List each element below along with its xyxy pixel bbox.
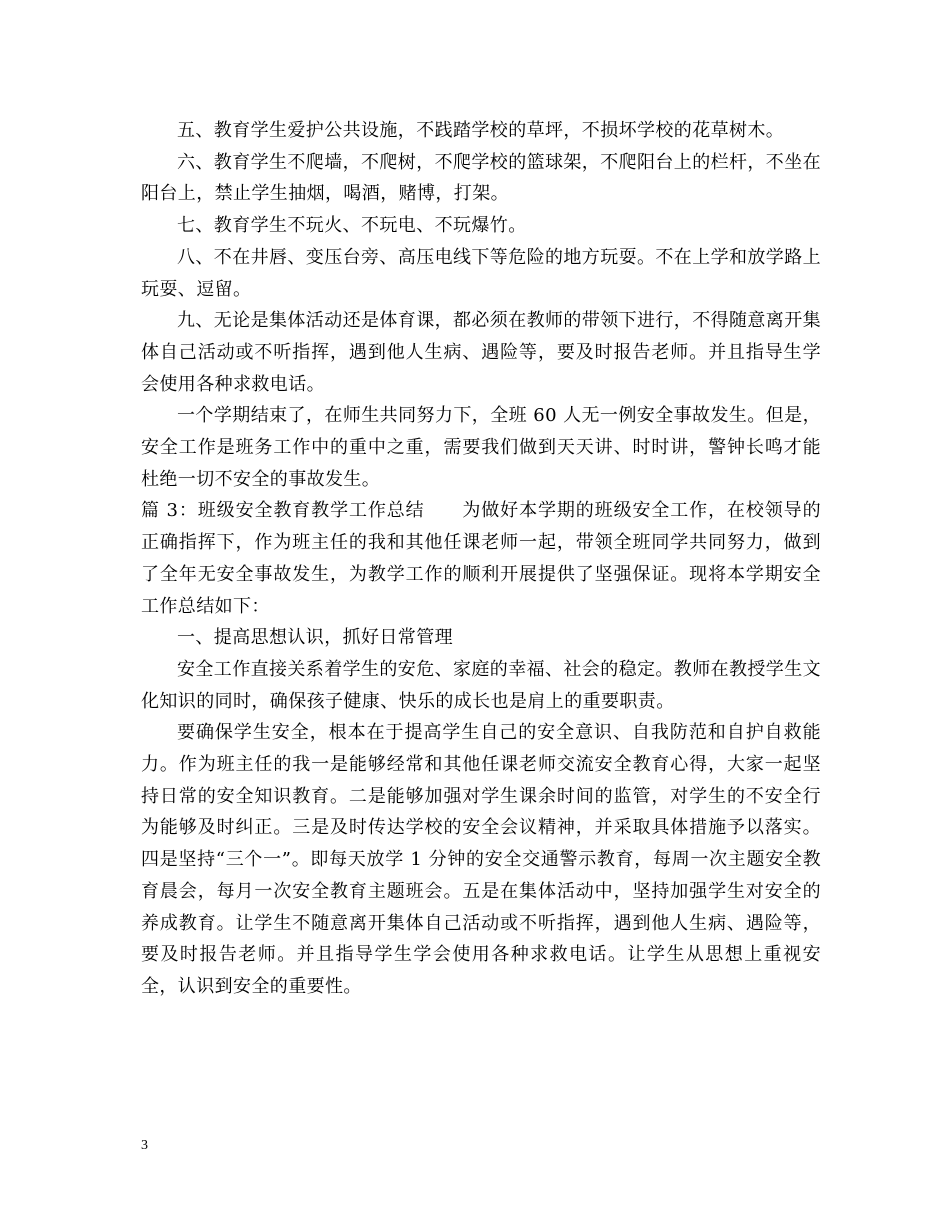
paragraph-section-3-intro: 篇 3：班级安全教育教学工作总结 为做好本学期的班级安全工作，在校领导的正确指挥下，作为班主任的我和其他任课老师一起，带领全班同学共同努力，做到了全年无安全事故发生，为教学工作的顺利开展提供了坚强保证。现将本学期安全工作总结如下： bbox=[141, 500, 821, 617]
paragraph-item-9: 九、无论是集体活动还是体育课，都必须在教师的带领下进行，不得随意离开集体自己活动或不听指挥，遇到他人生病、遇险等，要及时报告老师。并且指导生学会使用各种求救电话。 bbox=[141, 310, 821, 395]
paragraph-item-5: 五、教育学生爱护公共设施，不践踏学校的草坪，不损坏学校的花草树木。 bbox=[177, 120, 785, 141]
paragraph-safety-importance: 安全工作直接关系着学生的安危、家庭的幸福、社会的稳定。教师在教授学生文化知识的同时，确保孩子健康、快乐的成长也是肩上的重要职责。 bbox=[141, 658, 821, 712]
document-body bbox=[141, 115, 821, 1003]
paragraph-item-7: 七、教育学生不玩火、不玩电、不玩爆竹。 bbox=[177, 215, 527, 237]
paragraph-item-8: 八、不在井唇、变压台旁、高压电线下等危险的地方玩耍。不在上学和放学路上玩耍、逗留。 bbox=[141, 246, 821, 300]
page-number: 3 bbox=[141, 1138, 148, 1153]
paragraph-safety-measures: 要确保学生安全，根本在于提高学生自己的安全意识、自我防范和自护自救能力。作为班主任的我一是能够经常和其他任课老师交流安全教育心得，大家一起坚持日常的安全知识教育。二是能够加强对学生课余时间的监管，对学生的不安全行为能够及时纠正。三是及时传达学校的安全会议精神，并采取具体措施予以落实。四是坚持“三个一”。即每天放学 1 分钟的安全交通警示教育，每周一次主题安全教育晨会，每月一次安全教育主题班会。五是在集体活动中，坚持加强学生对安全的养成教育。让学生不随意离开集体自己活动或不听指挥，遇到他人生病、遇险等，要及时报告老师。并且指导学生学会使用各种求救电话。让学生从思想上重视安全，认识到安全的重要性。 bbox=[141, 722, 821, 997]
paragraph-semester-summary: 一个学期结束了，在师生共同努力下，全班 60 人无一例安全事故发生。但是，安全工作是班务工作中的重中之重，需要我们做到天天讲、时时讲，警钟长鸣才能杜绝一切不安全的事故发生。 bbox=[141, 405, 821, 490]
section-heading-1: 一、提高思想认识，抓好日常管理 bbox=[177, 627, 453, 649]
paragraph-item-6: 六、教育学生不爬墙，不爬树，不爬学校的篮球架，不爬阳台上的栏杆，不坐在阳台上，禁止学生抽烟，喝酒，赌博，打架。 bbox=[141, 151, 821, 205]
